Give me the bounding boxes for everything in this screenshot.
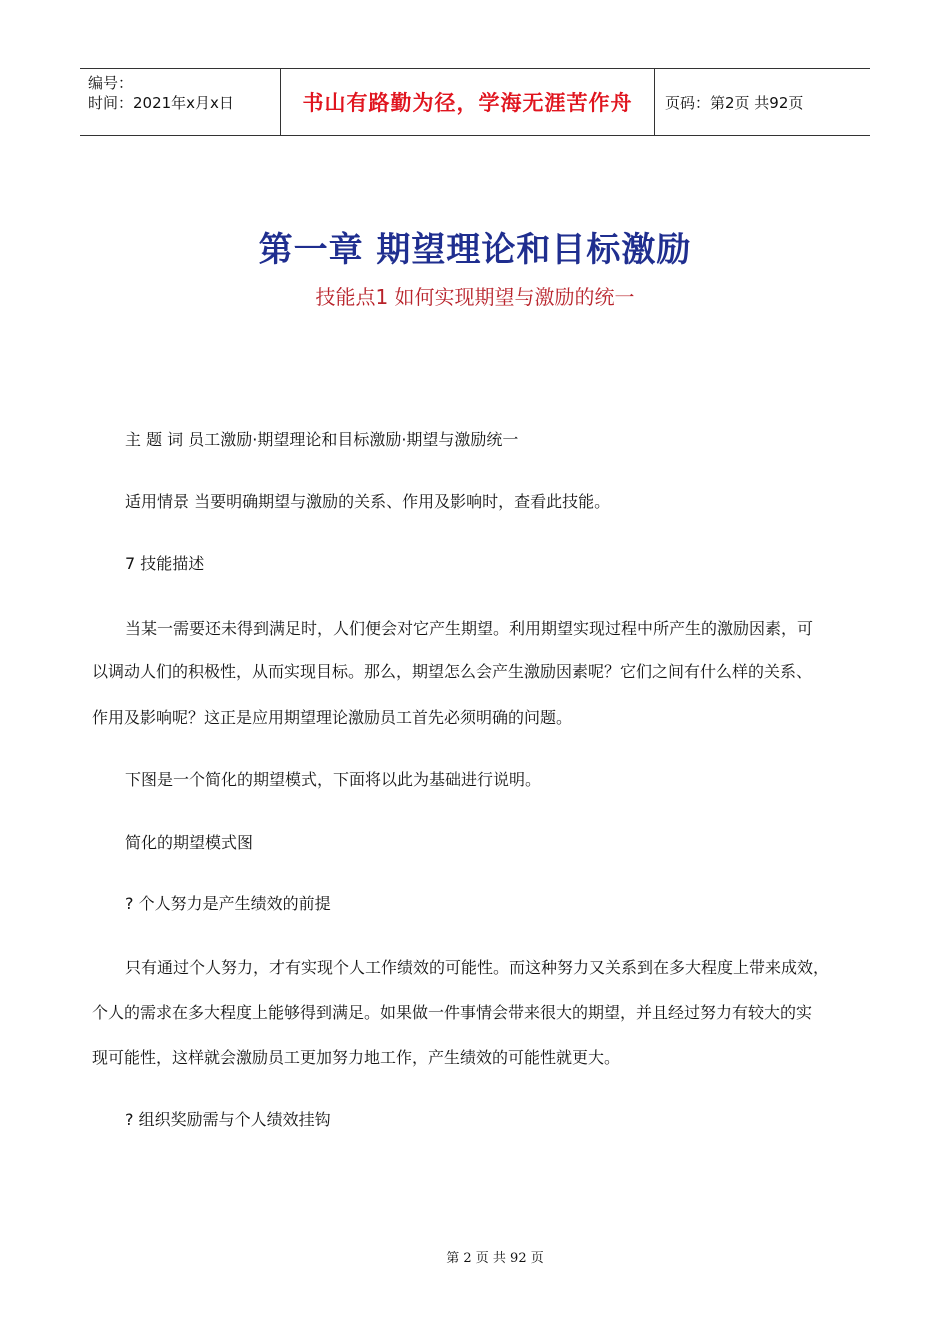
bullet-heading-2: ? 组织奖励需与个人绩效挂钩 [125, 1110, 331, 1129]
paragraph-line: 当某一需要还未得到满足时，人们便会对它产生期望。利用期望实现过程中所产生的激励因素，可 [125, 619, 814, 638]
document-header [80, 68, 870, 136]
number-label: 编号： [88, 74, 134, 92]
header-page-info: 页码：第2页 共92页 [665, 93, 804, 112]
section-heading: 7 技能描述 [125, 554, 205, 573]
time-label: 时间：2021年x月x日 [88, 94, 234, 112]
paragraph-2: 下图是一个简化的期望模式，下面将以此为基础进行说明。 [125, 770, 542, 789]
paragraph-line: 现可能性，这样就会激励员工更加努力地工作，产生绩效的可能性就更大。 [92, 1048, 621, 1067]
scenario-line: 适用情景 当要明确期望与激励的关系、作用及影响时，查看此技能。 [125, 492, 611, 511]
chapter-subtitle: 技能点1 如何实现期望与激励的统一 [315, 285, 635, 309]
chapter-title: 第一章 期望理论和目标激励 [258, 230, 692, 270]
header-left-cell [80, 69, 281, 135]
bullet-heading-1: ? 个人努力是产生绩效的前提 [125, 894, 331, 913]
page-footer: 第 2 页 共 92 页 [446, 1251, 544, 1266]
paragraph-line: 以调动人们的积极性，从而实现目标。那么，期望怎么会产生激励因素呢？它们之间有什么样的关系、 [92, 662, 813, 681]
keywords-line: 主 题 词 员工激励·期望理论和目标激励·期望与激励统一 [125, 430, 519, 449]
header-motto: 书山有路勤为径，学海无涯苦作舟 [281, 69, 655, 135]
paragraph-line: 只有通过个人努力，才有实现个人工作绩效的可能性。而这种努力又关系到在多大程度上带来成效， [125, 958, 830, 977]
paragraph-line: 作用及影响呢？这正是应用期望理论激励员工首先必须明确的问题。 [92, 708, 573, 727]
figure-caption: 简化的期望模式图 [125, 833, 254, 852]
paragraph-line: 个人的需求在多大程度上能够得到满足。如果做一件事情会带来很大的期望，并且经过努力有较大的实 [92, 1003, 813, 1022]
